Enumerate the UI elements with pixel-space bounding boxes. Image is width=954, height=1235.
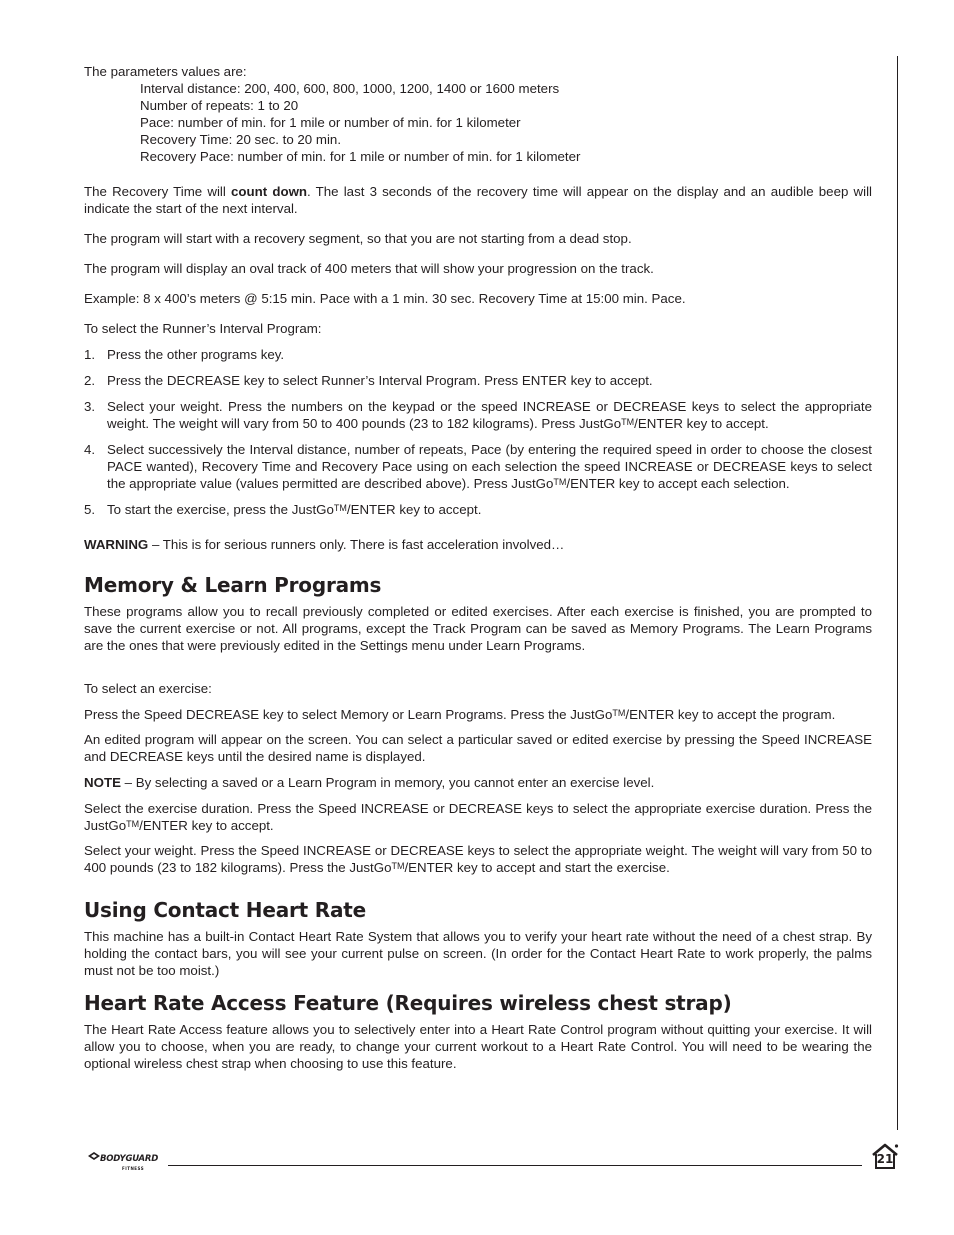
trademark-mark: TM bbox=[553, 477, 567, 487]
param-recovery-pace: Recovery Pace: number of min. for 1 mile or number of min. for 1 kilometer bbox=[140, 149, 581, 164]
trademark-mark: TM bbox=[391, 861, 405, 871]
step-number: 2. bbox=[84, 373, 96, 388]
contact-heart-rate-heading: Using Contact Heart Rate bbox=[84, 898, 367, 922]
runner-steps-list bbox=[84, 346, 872, 518]
step-text: Select your weight. Press the numbers on the keypad or the speed INCREASE or DECREASE keys to select the appropriate weight. The weight will vary from 50 to 400 pounds (23 to 182 kilograms). Press JustGo bbox=[107, 399, 872, 431]
logo-subtext: FITNESS bbox=[122, 1166, 145, 1171]
step-number: 4. bbox=[84, 442, 96, 457]
trademark-mark: TM bbox=[126, 819, 140, 829]
step-text: Press the other programs key. bbox=[107, 347, 285, 362]
right-margin-rule bbox=[897, 56, 898, 1130]
param-pace: Pace: number of min. for 1 mile or number of min. for 1 kilometer bbox=[140, 115, 521, 130]
param-interval-distance: Interval distance: 200, 400, 600, 800, 1000, 1200, 1400 or 1600 meters bbox=[140, 81, 560, 96]
memory-duration-text-end: /ENTER key to accept. bbox=[139, 818, 274, 833]
logo-mark-icon bbox=[88, 1152, 100, 1160]
memory-duration bbox=[84, 800, 872, 834]
recovery-text-post: . The last 3 seconds of the recovery time will appear on the display and an audible beep will indicate the start of the next interval. bbox=[84, 184, 872, 216]
param-recovery-time: Recovery Time: 20 sec. to 20 min. bbox=[140, 132, 342, 147]
oval-track-paragraph: The program will display an oval track of 400 meters that will show your progression on the track. bbox=[84, 261, 654, 276]
recovery-text-pre: The Recovery Time will bbox=[84, 184, 231, 199]
note-label: NOTE bbox=[84, 775, 121, 790]
recovery-time-paragraph bbox=[84, 183, 872, 217]
select-runner-heading: To select the Runner’s Interval Program: bbox=[84, 321, 322, 336]
start-recovery-paragraph: The program will start with a recovery segment, so that you are not starting from a dead stop. bbox=[84, 231, 632, 246]
step-1 bbox=[84, 346, 872, 363]
param-number-repeats: Number of repeats: 1 to 20 bbox=[140, 98, 299, 113]
page-number: 21 bbox=[876, 1152, 894, 1166]
step-5 bbox=[84, 501, 872, 518]
memory-duration-text: Select the exercise duration. Press the Speed INCREASE or DECREASE keys to select the appropriate exercise duration. Press the JustGo bbox=[84, 801, 872, 833]
footer-rule bbox=[168, 1165, 862, 1166]
contact-heart-rate-paragraph: This machine has a built-in Contact Heart Rate System that allows you to verify your heart rate without the need of a chest strap. By holding the contact bars, you will see your current pulse on screen. (In order for the Contact Heart Rate to work properly, the palms must not be too moist.) bbox=[84, 929, 872, 978]
memory-step-text-end: /ENTER key to accept the program. bbox=[625, 707, 836, 722]
step-text-end: /ENTER key to accept each selection. bbox=[566, 476, 790, 491]
step-number: 1. bbox=[84, 347, 96, 362]
step-number: 5. bbox=[84, 502, 96, 517]
heart-rate-access-heading: Heart Rate Access Feature (Requires wireless chest strap) bbox=[84, 991, 732, 1015]
params-list bbox=[84, 80, 872, 165]
note-text: – By selecting a saved or a Learn Program in memory, you cannot enter an exercise level. bbox=[120, 775, 655, 790]
page-content bbox=[84, 63, 872, 1072]
logo-text: BODYGUARD bbox=[100, 1154, 159, 1164]
step-4 bbox=[84, 441, 872, 492]
memory-weight bbox=[84, 842, 872, 876]
memory-learn-heading: Memory & Learn Programs bbox=[84, 573, 382, 597]
trademark-mark: TM bbox=[621, 417, 635, 427]
count-down-emphasis: count down bbox=[230, 184, 308, 199]
trademark-mark: TM bbox=[612, 708, 626, 718]
step-text: Press the DECREASE key to select Runner’s Interval Program. Press ENTER key to accept. bbox=[107, 373, 653, 388]
memory-note bbox=[84, 774, 872, 791]
step-text-end: /ENTER key to accept. bbox=[346, 502, 482, 517]
step-text-end: /ENTER key to accept. bbox=[634, 416, 769, 431]
step-3 bbox=[84, 398, 872, 432]
trademark-mark: TM bbox=[333, 503, 347, 513]
warning-paragraph bbox=[84, 536, 872, 553]
step-number: 3. bbox=[84, 399, 96, 414]
warning-text: – This is for serious runners only. There is fast acceleration involved… bbox=[148, 537, 565, 552]
example-paragraph: Example: 8 x 400’s meters @ 5:15 min. Pace with a 1 min. 30 sec. Recovery Time at 15:00 min. Pace. bbox=[84, 291, 686, 306]
page-number-badge bbox=[871, 1143, 899, 1169]
step-text: Select successively the Interval distance, number of repeats, Pace (by entering the required speed in order to choose the closest PACE wanted), Recovery Time and Recovery Pace using on each selection the speed INCREASE or DECREASE keys to select the appropriate value (values permitted are described above). Press JustGo bbox=[107, 442, 872, 491]
step-text: To start the exercise, press the JustGo bbox=[107, 502, 334, 517]
step-2 bbox=[84, 372, 872, 389]
memory-edited-program: An edited program will appear on the screen. You can select a particular saved or edited exercise by pressing the Speed INCREASE and DECREASE keys until the desired name is displayed. bbox=[84, 732, 872, 764]
memory-step-text: Press the Speed DECREASE key to select Memory or Learn Programs. Press the JustGo bbox=[84, 707, 613, 722]
memory-step-decrease bbox=[84, 706, 872, 723]
memory-weight-text: Select your weight. Press the Speed INCREASE or DECREASE keys to select the appropriate weight. The weight will vary from 50 to 400 pounds (23 to 182 kilograms). Press the JustGo bbox=[84, 843, 872, 875]
params-intro: The parameters values are: bbox=[84, 64, 247, 79]
bodyguard-logo bbox=[88, 1151, 159, 1171]
warning-label: WARNING bbox=[84, 537, 149, 552]
memory-intro-paragraph: These programs allow you to recall previously completed or edited exercises. After each exercise is finished, you are prompted to save the current exercise or not. All programs, except the Track Program can be saved as Memory Programs. The Learn Programs are the ones that were previously edited in the Settings menu under Learn Programs. bbox=[84, 604, 872, 653]
select-exercise-heading: To select an exercise: bbox=[84, 681, 212, 696]
memory-weight-text-end: /ENTER key to accept and start the exercise. bbox=[404, 860, 670, 875]
heart-rate-access-paragraph: The Heart Rate Access feature allows you to selectively enter into a Heart Rate Control program without quitting your exercise. It will allow you to choose, when you are ready, to change your current workout to a Heart Rate Control. You will need to be wearing the optional wireless chest strap when choosing to use this feature. bbox=[84, 1022, 872, 1071]
